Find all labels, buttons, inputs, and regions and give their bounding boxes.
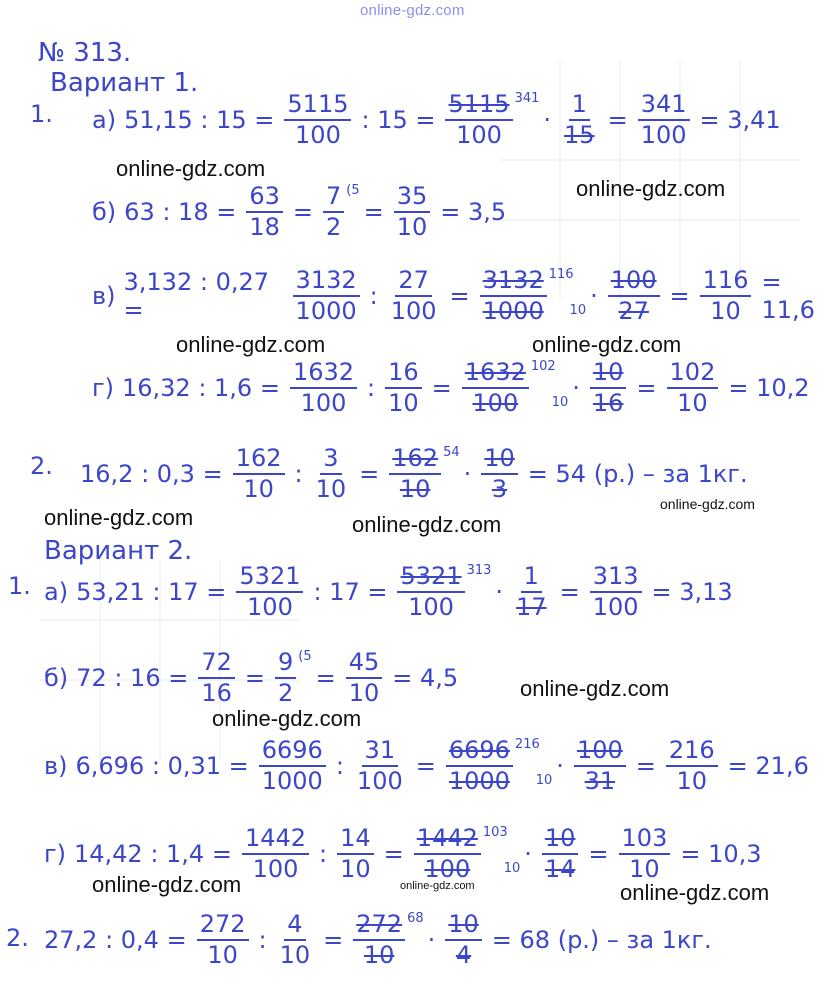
numerator: 6696 (446, 738, 513, 767)
v2-b-lhs: 72 : 16 = (76, 664, 189, 693)
v2-b-multiplier: (5 (298, 648, 312, 664)
v2-a-fraction-1 (236, 564, 303, 620)
v2-g-label: г) (44, 840, 66, 869)
v2-a-dot: · (495, 578, 504, 607)
denominator: 18 (249, 213, 280, 242)
v2-b-eq1: = (244, 664, 265, 693)
numerator: 5321 (236, 564, 303, 593)
numerator: 1 (521, 564, 542, 593)
v2-g-reduced-numerator: 103 (482, 824, 508, 840)
v1-v-reduced-denominator: 10 (569, 302, 587, 318)
denominator: 10 (710, 297, 741, 326)
watermark: online-gdz.com (576, 176, 726, 201)
watermark: online-gdz.com (620, 880, 770, 905)
numerator: 100 (608, 268, 660, 297)
denominator: 100 (456, 121, 502, 150)
v2-v-fraction-3 (446, 738, 513, 794)
denominator: 4 (455, 941, 472, 970)
v2-b-eq2: = (315, 664, 336, 693)
v1-b-fraction-2 (323, 184, 344, 240)
denominator: 3 (491, 475, 508, 504)
v2-g-fraction-5 (619, 826, 671, 882)
v1-g-reduced-numerator: 102 (530, 358, 556, 374)
numerator: 16 (385, 360, 422, 389)
watermark: online-gdz.com (660, 496, 755, 512)
numerator: 7 (323, 184, 344, 213)
denominator: 14 (544, 855, 576, 884)
denominator: 100 (300, 389, 347, 418)
v1-a-fraction-1 (284, 92, 351, 148)
v1-b-result: = 3,5 (440, 198, 507, 227)
numerator: 10 (590, 360, 627, 389)
numerator: 63 (246, 184, 283, 213)
v1-t2-fraction-4 (481, 446, 518, 502)
v2-v-label: в) (44, 752, 68, 781)
numerator: 5115 (445, 92, 512, 121)
numerator: 1632 (462, 360, 529, 389)
v2-t2-result: = 68 (р.) – за 1кг. (491, 926, 712, 955)
v1-v-fraction-2 (388, 268, 440, 324)
denominator: 10 (677, 389, 708, 418)
denominator: 16 (592, 389, 624, 418)
v2-t2-dot: · (427, 926, 436, 955)
v1-v-result: = 11,6 (761, 268, 815, 325)
denominator: 10 (348, 679, 380, 708)
v2-v-row (40, 738, 813, 794)
v2-task1-number: 1. (8, 572, 31, 600)
v1-g-lhs: 16,32 : 1,6 = (121, 374, 280, 403)
v1-v-fraction-1 (293, 268, 360, 324)
v1-a-result: = 3,41 (699, 106, 781, 135)
v2-b-fraction-3 (346, 650, 383, 706)
v1-b-eq1: = (292, 198, 313, 227)
v2-a-label: а) (44, 578, 69, 607)
watermark: online-gdz.com (352, 512, 502, 537)
denominator: 10 (399, 475, 431, 504)
watermark: online-gdz.com (92, 872, 242, 897)
denominator: 10 (340, 855, 371, 884)
numerator: 103 (619, 826, 671, 855)
denominator: 100 (408, 593, 454, 622)
numerator: 216 (666, 738, 718, 767)
v2-g-op: : (319, 840, 328, 869)
numerator: 1442 (242, 826, 309, 855)
v1-g-row (88, 360, 814, 416)
denominator: 27 (618, 297, 649, 326)
v1-b-lhs: 63 : 18 = (124, 198, 237, 227)
v2-v-fraction-5 (666, 738, 718, 794)
v2-a-eq: = (559, 578, 580, 607)
v1-v-eq: = (449, 282, 470, 311)
v1-g-label: г) (92, 374, 114, 403)
numerator: 162 (233, 446, 285, 475)
denominator: 10 (279, 941, 311, 970)
v1-a-label: а) (92, 106, 117, 135)
v1-t2-fraction-1 (233, 446, 285, 502)
denominator: 17 (516, 593, 547, 622)
v2-v-result: = 21,6 (727, 752, 809, 781)
v2-b-label: б) (44, 664, 69, 693)
v1-a-reduced-numerator: 341 (514, 90, 540, 106)
v2-g-eq: = (383, 840, 404, 869)
v2-v-fraction-1 (259, 738, 326, 794)
v2-t2-reduced-numerator: 68 (407, 910, 424, 926)
v2-a-lhs: 53,21 : 17 = (76, 578, 227, 607)
v2-v-reduced-denominator: 10 (535, 772, 553, 788)
denominator: 10 (207, 941, 238, 970)
v2-a-reduced-numerator: 313 (466, 562, 492, 578)
numerator: 3132 (293, 268, 360, 297)
v1-g-dot: · (572, 374, 580, 403)
v2-g-result: = 10,3 (680, 840, 762, 869)
denominator: 100 (640, 121, 687, 150)
v2-g-eq2: = (588, 840, 609, 869)
denominator: 2 (278, 679, 294, 708)
v1-g-fraction-2 (385, 360, 422, 416)
v2-g-fraction-4 (542, 826, 579, 882)
denominator: 1000 (448, 767, 510, 796)
v1-g-eq2: = (636, 374, 657, 403)
numerator: 116 (700, 268, 752, 297)
v1-a-dot: · (543, 106, 552, 135)
v1-a-op: : 15 = (361, 106, 436, 135)
numerator: 4 (284, 912, 305, 941)
v2-g-reduced-denominator: 10 (503, 860, 521, 876)
v2-a-fraction-2 (397, 564, 464, 620)
v1-b-multiplier: (5 (346, 182, 360, 198)
v1-g-fraction-1 (290, 360, 357, 416)
denominator: 1000 (482, 297, 544, 326)
v2-t2-fraction-1 (197, 912, 249, 968)
numerator: 45 (346, 650, 383, 679)
denominator: 10 (396, 213, 428, 242)
v1-t2-fraction-2 (313, 446, 350, 502)
numerator: 31 (362, 738, 399, 767)
v2-v-fraction-4 (574, 738, 626, 794)
v2-v-eq: = (415, 752, 436, 781)
v2-b-row (40, 650, 462, 706)
numerator: 1442 (414, 826, 481, 855)
v2-g-lhs: 14,42 : 1,4 = (73, 840, 232, 869)
watermark: online-gdz.com (116, 156, 266, 181)
v1-g-reduced-denominator: 10 (551, 394, 569, 410)
watermark: online-gdz.com (400, 880, 475, 892)
watermark: online-gdz.com (176, 332, 326, 357)
v2-v-lhs: 6,696 : 0,31 = (75, 752, 249, 781)
v2-t2-fraction-3 (353, 912, 405, 968)
v2-a-op: : 17 = (313, 578, 388, 607)
v2-v-reduced-numerator: 216 (514, 736, 540, 752)
numerator: 14 (337, 826, 374, 855)
v1-t2-result: = 54 (р.) – за 1кг. (527, 460, 748, 489)
variant-2-heading: Вариант 2. (44, 536, 193, 566)
v1-b-eq2: = (363, 198, 384, 227)
denominator: 100 (356, 767, 403, 796)
v1-v-eq2: = (669, 282, 690, 311)
numerator: 9 (275, 650, 296, 679)
numerator: 5321 (397, 564, 464, 593)
problem-number: № 313. (38, 38, 132, 68)
v1-t2-fraction-3 (389, 446, 441, 502)
denominator: 100 (247, 593, 293, 622)
v1-g-fraction-4 (590, 360, 627, 416)
v2-v-eq2: = (635, 752, 656, 781)
denominator: 10 (243, 475, 274, 504)
v1-t2-lhs: 16,2 : 0,3 = (80, 460, 223, 489)
v2-v-dot: · (556, 752, 564, 781)
v1-a-row (88, 92, 785, 148)
numerator: 313 (590, 564, 642, 593)
denominator: 10 (315, 475, 347, 504)
v1-v-label: в) (92, 282, 116, 311)
numerator: 3132 (480, 268, 547, 297)
denominator: 31 (584, 767, 616, 796)
numerator: 6696 (259, 738, 326, 767)
v2-a-row (40, 564, 737, 620)
v2-task2-number: 2. (6, 924, 29, 952)
v1-v-lhs: 3,132 : 0,27 = (123, 268, 270, 325)
numerator: 72 (198, 650, 235, 679)
denominator: 10 (629, 855, 660, 884)
denominator: 100 (424, 855, 471, 884)
v2-a-result: = 3,13 (651, 578, 733, 607)
v1-v-fraction-3 (480, 268, 547, 324)
v1-t2-reduced-numerator: 54 (443, 444, 460, 460)
v2-g-fraction-3 (414, 826, 481, 882)
v2-b-fraction-2 (275, 650, 296, 706)
v1-a-fraction-2 (445, 92, 512, 148)
v1-b-fraction-3 (394, 184, 431, 240)
v2-a-fraction-3 (513, 564, 550, 620)
denominator: 15 (564, 121, 595, 150)
v2-v-op: : (335, 752, 344, 781)
denominator: 1000 (295, 297, 357, 326)
v1-g-op: : (367, 374, 376, 403)
watermark: online-gdz.com (532, 332, 682, 357)
denominator: 16 (201, 679, 232, 708)
denominator: 10 (676, 767, 708, 796)
numerator: 1632 (290, 360, 357, 389)
numerator: 102 (667, 360, 719, 389)
numerator: 35 (394, 184, 431, 213)
denominator: 10 (363, 941, 395, 970)
v2-v-fraction-2 (354, 738, 406, 794)
watermark: online-gdz.com (520, 676, 670, 701)
v2-t2-fraction-4 (445, 912, 482, 968)
denominator: 1000 (261, 767, 323, 796)
v1-g-result: = 10,2 (728, 374, 810, 403)
v1-v-reduced-numerator: 116 (548, 266, 574, 282)
denominator: 100 (252, 855, 299, 884)
denominator: 100 (592, 593, 639, 622)
v2-g-fraction-2 (337, 826, 374, 882)
v1-t2-dot: · (463, 460, 472, 489)
numerator: 272 (353, 912, 405, 941)
v1-t2-op: : (294, 460, 303, 489)
v1-g-fraction-3 (462, 360, 529, 416)
v1-g-fraction-5 (667, 360, 719, 416)
v1-v-row (88, 268, 840, 324)
v1-task1-number: 1. (30, 100, 53, 128)
watermark: online-gdz.com (44, 505, 194, 530)
v1-b-row (88, 184, 510, 240)
v2-g-fraction-1 (242, 826, 309, 882)
numerator: 3 (320, 446, 341, 475)
v2-t2-op: : (258, 926, 267, 955)
v1-v-fraction-4 (608, 268, 660, 324)
v2-t2-lhs: 27,2 : 0,4 = (44, 926, 187, 955)
v1-b-fraction-1 (246, 184, 283, 240)
v2-b-result: = 4,5 (392, 664, 459, 693)
denominator: 100 (390, 297, 437, 326)
v2-b-fraction-1 (198, 650, 235, 706)
v1-v-dot: · (590, 282, 598, 311)
v1-b-label: б) (92, 198, 117, 227)
v2-g-dot: · (524, 840, 532, 869)
watermark: online-gdz.com (212, 706, 362, 731)
top-watermark: online-gdz.com (360, 2, 465, 19)
denominator: 10 (388, 389, 419, 418)
numerator: 5115 (284, 92, 351, 121)
numerator: 162 (389, 446, 441, 475)
numerator: 10 (445, 912, 482, 941)
v1-v-op: : (369, 282, 378, 311)
numerator: 341 (638, 92, 690, 121)
denominator: 100 (295, 121, 341, 150)
numerator: 1 (569, 92, 590, 121)
v1-a-eq: = (607, 106, 628, 135)
v1-a-lhs: 51,15 : 15 = (124, 106, 275, 135)
v2-t2-fraction-2 (277, 912, 314, 968)
numerator: 10 (542, 826, 579, 855)
v1-t2-row (76, 446, 752, 502)
v2-a-fraction-4 (590, 564, 642, 620)
v1-a-fraction-4 (638, 92, 690, 148)
numerator: 272 (197, 912, 249, 941)
variant-1-heading: Вариант 1. (50, 68, 199, 98)
v2-t2-row (40, 912, 716, 968)
numerator: 10 (481, 446, 518, 475)
numerator: 100 (574, 738, 626, 767)
v1-t2-eq: = (359, 460, 380, 489)
v1-v-fraction-5 (700, 268, 752, 324)
denominator: 100 (472, 389, 519, 418)
v1-g-eq: = (431, 374, 452, 403)
v1-a-fraction-3 (561, 92, 598, 148)
numerator: 27 (395, 268, 432, 297)
v1-task2-number: 2. (30, 452, 53, 480)
denominator: 2 (326, 213, 342, 242)
v2-t2-eq: = (323, 926, 344, 955)
